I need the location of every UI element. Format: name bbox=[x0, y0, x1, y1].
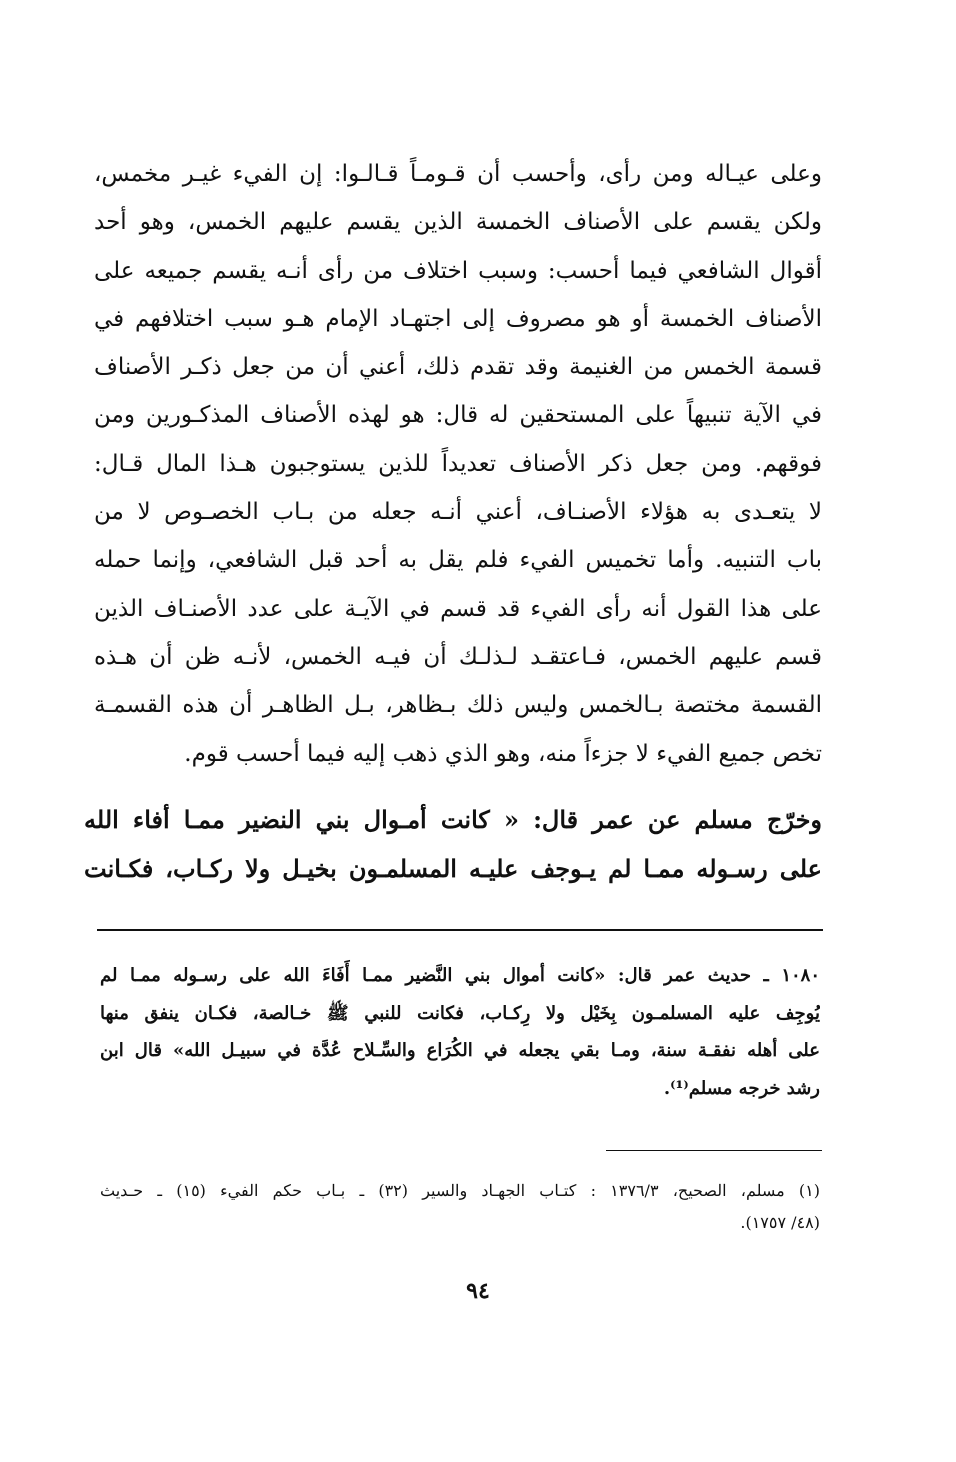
commentary-line: ١٠٨٠ ـ حديث عمر قال: «كانت أموال بني النَّضير ممـا أَفَاءَ الله على رسـوله ممـا لم bbox=[100, 965, 820, 986]
text-line: القسمة مختصة بـالخمس وليس ذلك بـظاهر، بـل الظاهـر أن هذه القسمـة bbox=[94, 692, 822, 719]
commentary-line: رشد خرجه مسلم⁽¹⁾. bbox=[663, 1077, 820, 1099]
text-line: تخص جميع الفيء لا جزءاً منه، وهو الذي ذهب إليه فيما أحسب قوم. bbox=[184, 740, 822, 767]
text-line: وعلى عيـاله ومن رأى، وأحسب أن قـومـاً قـالـوا: إن الفيء غيـر مخمس، bbox=[94, 161, 822, 187]
text-line: أقوال الشافعي فيما أحسب: وسبب اختلاف من رأى أنـه يقسم جميعه على bbox=[94, 257, 822, 284]
text-line: ولكن يقسم على الأصناف الخمسة الذين يقسم عليهم الخمس، وهو أحد bbox=[94, 209, 822, 236]
footnote-rule bbox=[606, 1150, 822, 1151]
commentary-line: يُوجِف عليه المسلمـون بِخَيْل ولا رِكـاب، فكانت للنبي ﷺ خـالصة، فكـان ينفق منها bbox=[100, 1002, 820, 1024]
text-line: قسم عليهم الخمس، فـاعتقـد لـذلـك أن فيـه الخمس، لأنـه ظن أن هـذه bbox=[94, 643, 822, 670]
footnote-line: (١) مسلم، الصحيح، ١٣٧٦/٣ : كتـاب الجهـاد والسير (٣٢) ـ بـاب حكم الفيء (١٥) ـ حـديث bbox=[100, 1181, 820, 1200]
hadith-text bbox=[84, 795, 822, 893]
separator-rule bbox=[97, 929, 823, 931]
page-number: ٩٤ bbox=[466, 1278, 490, 1304]
text-line: في الآية تنبيهاً على المستحقين له قال: هو لهذه الأصناف المذكـورين ومن bbox=[94, 402, 822, 429]
main-text bbox=[94, 150, 822, 778]
commentary-line: على أهله نفقـة سنة، ومـا بقي يجعله في الكُرَاع والسِّـلاح عُدَّة في سبيـل الله» قال ابن bbox=[100, 1040, 820, 1061]
text-line: على هذا القول أنه رأى الفيء قد قسم في الآيـة على عدد الأصنـاف الذين bbox=[94, 595, 822, 622]
hadith-line: وخرّج مسلم عن عمر قال: « كانت أمـوال بني النضير ممـا أفاء الله bbox=[84, 805, 822, 834]
text-line: لا يتعـدى به هؤلاء الأصنـاف، أعني أنـه جعله من بـاب الخصـوص لا من bbox=[94, 499, 822, 526]
text-line: فوقهم. ومن جعل ذكر الأصناف تعديداً للذين يستوجبون هـذا المال قـال: bbox=[94, 450, 822, 477]
hadith-line: على رسـوله ممـا لم يـوجف عليـه المسلمـون بخيـل ولا ركـاب، فكـانت bbox=[84, 854, 822, 883]
footnote bbox=[100, 1175, 820, 1239]
hadith-commentary bbox=[100, 957, 820, 1107]
text-line: قسمة الخمس من الغنيمة وقد تقدم ذلك، أعني أن من جعل ذكـر الأصناف bbox=[94, 354, 822, 381]
text-line: باب التنبيه. وأما تخميس الفيء فلم يقل به أحد قبل الشافعي، وإنما حمله bbox=[94, 547, 822, 574]
text-line: الأصناف الخمسة أو هو مصروف إلى اجتهـاد الإمام هـو سبب اختلافهم في bbox=[94, 305, 822, 332]
footnote-line: (٤٨/ ١٧٥٧). bbox=[740, 1213, 820, 1232]
